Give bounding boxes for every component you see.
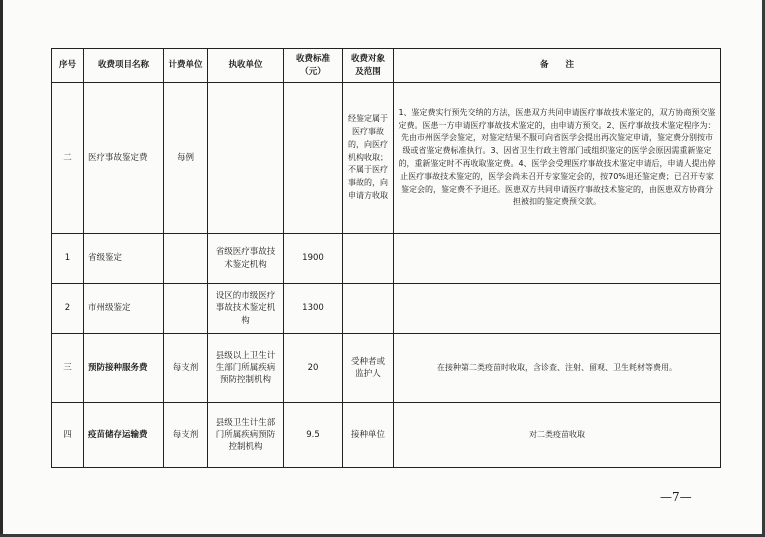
table-row	[52, 234, 721, 284]
header-scope: 收费对象及范围	[343, 49, 394, 83]
cell-unit: 每支剂	[164, 403, 208, 468]
table-header-row	[52, 49, 721, 83]
cell-scope	[343, 234, 394, 284]
cell-scope: 接种单位	[343, 403, 394, 468]
cell-item: 医疗事故鉴定费	[84, 83, 164, 234]
header-standard: 收费标准（元）	[284, 49, 343, 83]
header-agency: 执收单位	[208, 49, 284, 83]
cell-scope: 经鉴定属于医疗事故的，向医疗机构收取；不属于医疗事故的，向申请方收取	[343, 83, 394, 234]
cell-remarks: 对二类疫苗收取	[394, 403, 721, 468]
cell-index: 四	[52, 403, 84, 468]
header-unit: 计费单位	[164, 49, 208, 83]
scan-edge-left	[0, 0, 3, 537]
cell-scope: 受种者或监护人	[343, 334, 394, 403]
cell-unit: 每例	[164, 83, 208, 234]
cell-item: 市州级鉴定	[84, 284, 164, 334]
cell-index: 2	[52, 284, 84, 334]
cell-agency: 省级医疗事故技术鉴定机构	[208, 234, 284, 284]
cell-agency: 县级以上卫生计生部门所属疾病预防控制机构	[208, 334, 284, 403]
cell-agency	[208, 83, 284, 234]
cell-unit	[164, 284, 208, 334]
cell-item: 省级鉴定	[84, 234, 164, 284]
cell-scope	[343, 284, 394, 334]
cell-index: 三	[52, 334, 84, 403]
cell-standard	[284, 83, 343, 234]
header-index: 序号	[52, 49, 84, 83]
table-row	[52, 334, 721, 403]
table-row	[52, 403, 721, 468]
cell-agency: 设区的市级医疗事故技术鉴定机构	[208, 284, 284, 334]
cell-agency: 县级卫生计生部门所属疾病预防控制机构	[208, 403, 284, 468]
cell-standard: 20	[284, 334, 343, 403]
cell-index: 二	[52, 83, 84, 234]
cell-item: 疫苗储存运输费	[84, 403, 164, 468]
header-remarks: 备 注	[394, 49, 721, 83]
cell-unit	[164, 234, 208, 284]
cell-standard: 1300	[284, 284, 343, 334]
table-row	[52, 83, 721, 234]
cell-remarks	[394, 284, 721, 334]
cell-unit: 每支剂	[164, 334, 208, 403]
header-item: 收费项目名称	[84, 49, 164, 83]
cell-remarks: 在接种第二类疫苗时收取，含诊查、注射、留观、卫生耗材等费用。	[394, 334, 721, 403]
page-number: —7—	[660, 490, 692, 504]
table-row	[52, 284, 721, 334]
cell-index: 1	[52, 234, 84, 284]
cell-standard: 1900	[284, 234, 343, 284]
fee-table	[51, 48, 721, 468]
cell-standard: 9.5	[284, 403, 343, 468]
cell-item: 预防接种服务费	[84, 334, 164, 403]
cell-remarks	[394, 234, 721, 284]
cell-remarks: 1、鉴定费实行预先交纳的方法，医患双方共同申请医疗事故技术鉴定的，双方协商预交鉴定费。医患一方申请医疗事故技术鉴定的，由申请方预交。2、医疗事故技术鉴定程序为：先由市州医学会鉴定，对鉴定结果不服可向省医学会提出再次鉴定申请，鉴定费分别按市级或省鉴定费标准执行。3、因省卫生行政主管部门或组织鉴定的医学会原因需重新鉴定的，重新鉴定时不再收取鉴定费。4、医学会受理医疗事故技术鉴定申请后，申请人提出停止医疗事故技术鉴定的，医学会尚未召开专家鉴定会的，按70%退还鉴定费；已召开专家鉴定会的，鉴定费不予退还。医患双方共同申请医疗事故技术鉴定的，由医患双方协商分担被扣的鉴定费预交款。	[394, 83, 721, 234]
